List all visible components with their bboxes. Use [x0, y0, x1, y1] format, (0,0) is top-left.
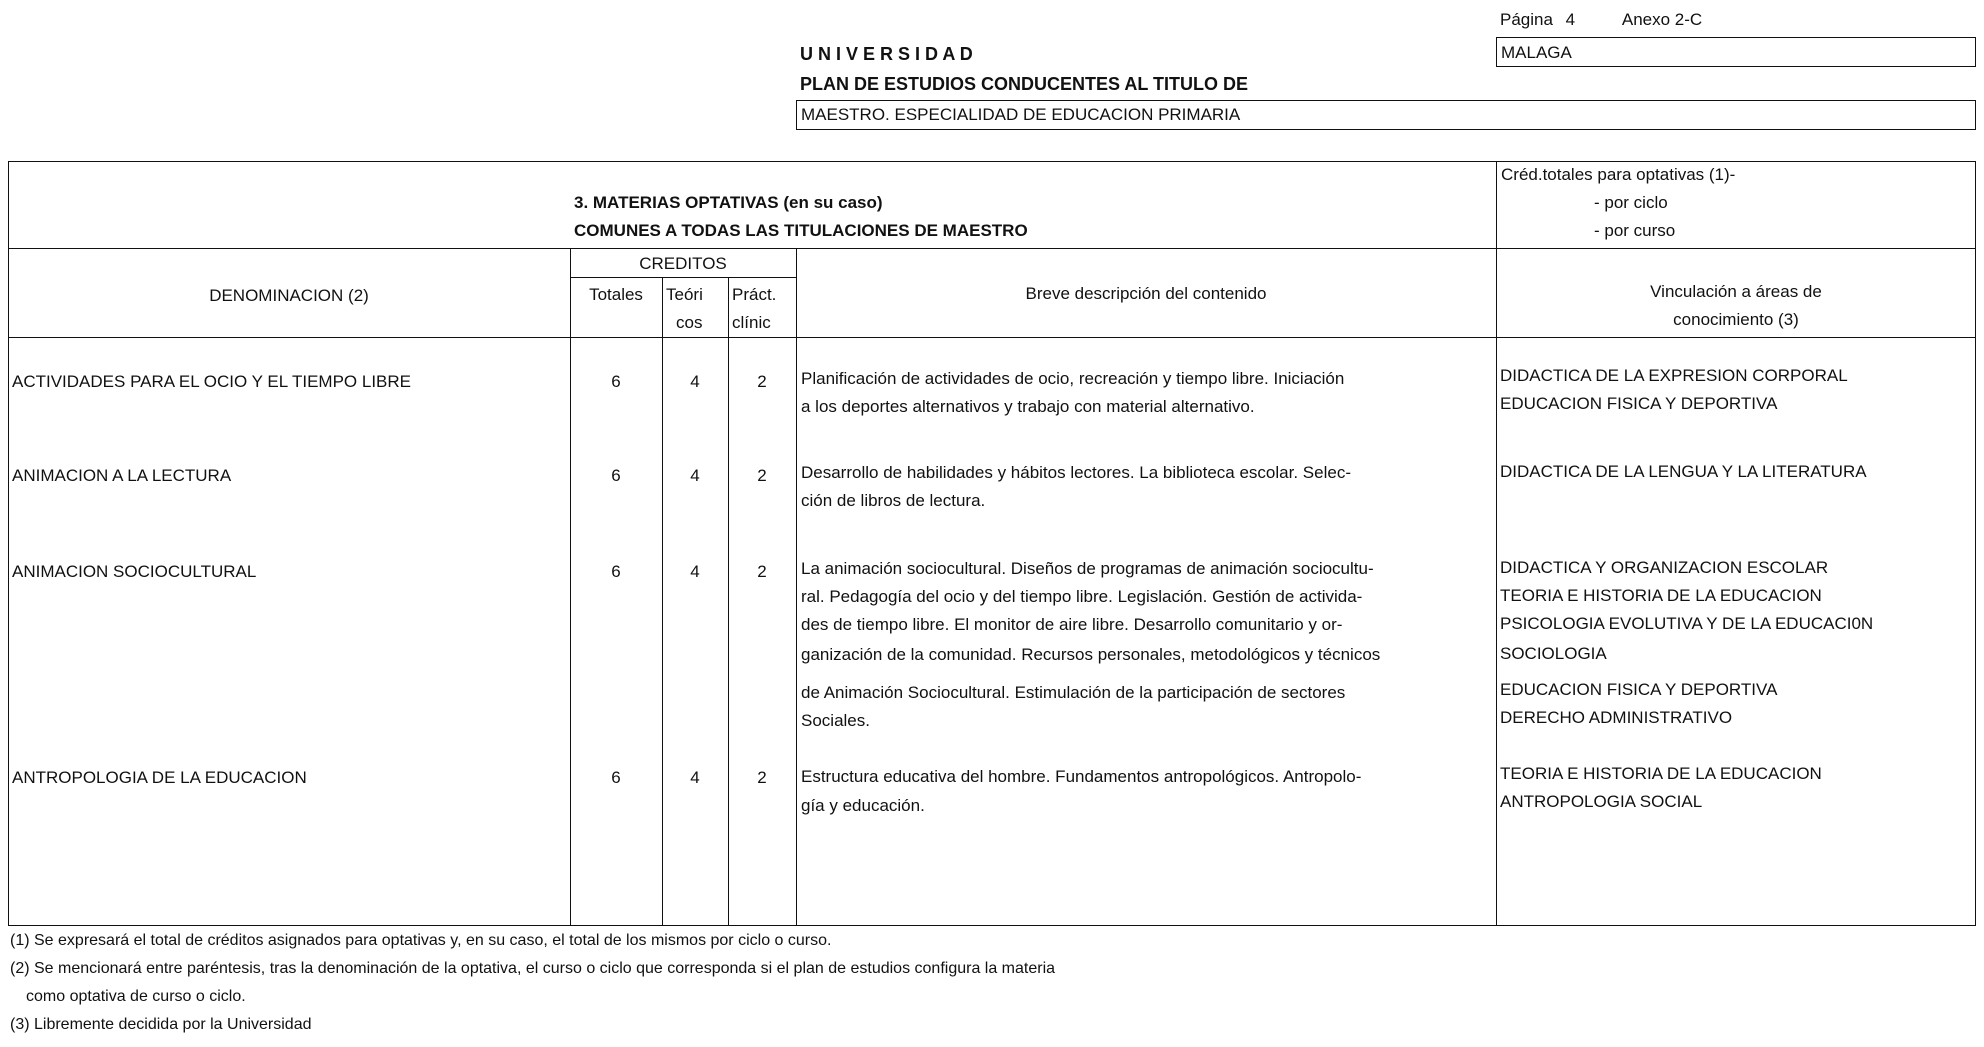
row-desc-line: Sociales.: [801, 711, 870, 730]
row-area: PSICOLOGIA EVOLUTIVA Y DE LA EDUCACI0N: [1500, 614, 1874, 633]
university-box: [1496, 37, 1976, 67]
totales-column-rule: [570, 248, 571, 926]
descripcion-column-rule: [796, 248, 797, 926]
row-desc-line: Planificación de actividades de ocio, recreación y tiempo libre. Iniciación: [801, 369, 1345, 388]
row-desc-line: ganización de la comunidad. Recursos personales, metodológicos y técnicos: [801, 645, 1381, 664]
areas-column-rule: [1496, 161, 1497, 926]
col-creditos: CREDITOS: [639, 254, 727, 273]
creditos-divider: [570, 277, 796, 278]
credits-por-curso: - por curso: [1594, 221, 1676, 240]
row-area: EDUCACION FISICA Y DEPORTIVA: [1500, 394, 1778, 413]
row-area: DERECHO ADMINISTRATIVO: [1500, 708, 1733, 727]
footnote-1: (1) Se expresará el total de créditos asignados para optativas y, en su caso, el total de los mismos por ciclo o curso.: [10, 932, 832, 949]
col-vinculacion-2: conocimiento (3): [1673, 310, 1799, 329]
page-label: Página: [1500, 10, 1553, 29]
row-practicos: 2: [757, 466, 767, 485]
row-totales: 6: [611, 372, 621, 391]
col-vinculacion-1: Vinculación a áreas de: [1650, 282, 1822, 301]
credits-por-ciclo: - por ciclo: [1594, 193, 1668, 212]
row-desc-line: ción de libros de lectura.: [801, 491, 986, 510]
col-denominacion: DENOMINACION (2): [209, 286, 369, 305]
row-area: DIDACTICA DE LA LENGUA Y LA LITERATURA: [1500, 462, 1867, 481]
row-area: SOCIOLOGIA: [1500, 644, 1607, 663]
col-teoricos-1: Teóri: [666, 285, 703, 304]
row-desc-line: Desarrollo de habilidades y hábitos lectores. La biblioteca escolar. Selec-: [801, 463, 1351, 482]
row-desc-line: gía y educación.: [801, 796, 925, 815]
section-title: 3. MATERIAS OPTATIVAS (en su caso): [574, 193, 883, 212]
row-desc-line: ral. Pedagogía del ocio y del tiempo libre. Legislación. Gestión de activida-: [801, 587, 1363, 606]
row-area: TEORIA E HISTORIA DE LA EDUCACION: [1500, 586, 1822, 605]
section-subtitle: COMUNES A TODAS LAS TITULACIONES DE MAESTRO: [574, 221, 1028, 240]
row-desc-line: Estructura educativa del hombre. Fundamentos antropológicos. Antropolo-: [801, 767, 1362, 786]
row-teoricos: 4: [690, 562, 700, 581]
row-desc-line: La animación sociocultural. Diseños de programas de animación sociocultu-: [801, 559, 1374, 578]
row-practicos: 2: [757, 562, 767, 581]
col-practicos-2: clínic: [732, 313, 771, 332]
col-descripcion: Breve descripción del contenido: [1025, 284, 1267, 303]
university-label: U N I V E R S I D A D: [800, 44, 973, 64]
row-denominacion: ANIMACION A LA LECTURA: [12, 466, 232, 485]
col-teoricos-2: cos: [676, 313, 703, 332]
row-desc-line: a los deportes alternativos y trabajo con material alternativo.: [801, 397, 1255, 416]
row-teoricos: 4: [690, 372, 700, 391]
row-area: DIDACTICA DE LA EXPRESION CORPORAL: [1500, 366, 1848, 385]
footnote-2: (2) Se mencionará entre paréntesis, tras la denominación de la optativa, el curso o ciclo que corresponda si el plan de estudios configura la materia: [10, 960, 1056, 977]
row-practicos: 2: [757, 372, 767, 391]
footnote-3: (3) Libremente decidida por la Universidad: [10, 1016, 312, 1033]
credits-total-label: Créd.totales para optativas (1)-: [1501, 165, 1736, 184]
row-denominacion: ANTROPOLOGIA DE LA EDUCACION: [12, 768, 307, 787]
row-area: DIDACTICA Y ORGANIZACION ESCOLAR: [1500, 558, 1829, 577]
row-totales: 6: [611, 466, 621, 485]
row-area: ANTROPOLOGIA SOCIAL: [1500, 792, 1703, 811]
plan-label: PLAN DE ESTUDIOS CONDUCENTES AL TITULO DE: [800, 74, 1249, 94]
row-area: EDUCACION FISICA Y DEPORTIVA: [1500, 680, 1778, 699]
plan-box: [796, 100, 1976, 130]
row-denominacion: ANIMACION SOCIOCULTURAL: [12, 562, 257, 581]
page-number: 4: [1565, 10, 1576, 29]
col-totales: Totales: [589, 285, 643, 304]
row-desc-line: de Animación Sociocultural. Estimulación de la participación de sectores: [801, 683, 1346, 702]
row-denominacion: ACTIVIDADES PARA EL OCIO Y EL TIEMPO LIBRE: [12, 372, 412, 391]
row-practicos: 2: [757, 768, 767, 787]
footnote-2-cont: como optativa de curso o ciclo.: [26, 988, 246, 1005]
row-area: TEORIA E HISTORIA DE LA EDUCACION: [1500, 764, 1822, 783]
title-divider: [8, 248, 1976, 249]
row-totales: 6: [611, 562, 621, 581]
page-indicator: [1500, 10, 1702, 30]
row-teoricos: 4: [690, 768, 700, 787]
annex-label: Anexo 2-C: [1621, 10, 1703, 29]
university-value: MALAGA: [1501, 43, 1572, 62]
row-teoricos: 4: [690, 466, 700, 485]
row-totales: 6: [611, 768, 621, 787]
row-desc-line: des de tiempo libre. El monitor de aire libre. Desarrollo comunitario y or-: [801, 615, 1343, 634]
plan-value: MAESTRO. ESPECIALIDAD DE EDUCACION PRIMARIA: [801, 105, 1241, 124]
header-divider: [8, 337, 1976, 338]
col-practicos-1: Práct.: [732, 285, 777, 304]
